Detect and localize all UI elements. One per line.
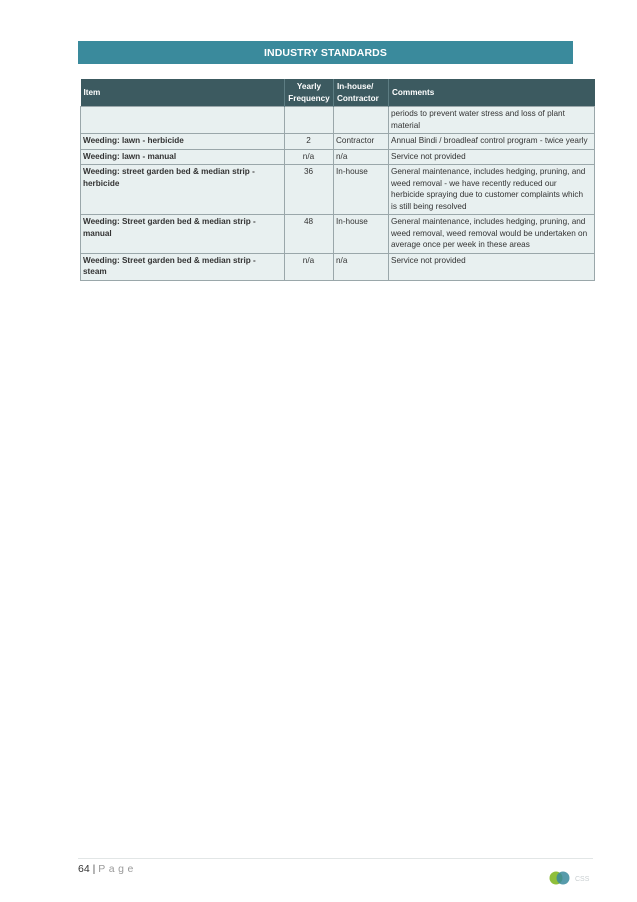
header-provider-line2: Contractor xyxy=(337,93,379,103)
industry-standards-table xyxy=(80,79,595,281)
row-frequency xyxy=(285,107,334,134)
row-comments: Service not provided xyxy=(389,149,595,165)
header-item: Item xyxy=(81,79,285,107)
row-item: Weeding: street garden bed & median strip - herbicide xyxy=(81,165,285,215)
row-provider: Contractor xyxy=(334,134,389,150)
header-provider-line1: In-house/ xyxy=(337,82,374,91)
row-provider: n/a xyxy=(334,253,389,280)
row-frequency: n/a xyxy=(285,149,334,165)
row-provider: n/a xyxy=(334,149,389,165)
footer-rule xyxy=(78,858,593,859)
row-comments: Service not provided xyxy=(389,253,595,280)
logo-text: CSS xyxy=(575,876,590,883)
row-frequency: 36 xyxy=(285,165,334,215)
section-title: INDUSTRY STANDARDS xyxy=(264,46,387,59)
row-frequency: n/a xyxy=(285,253,334,280)
row-provider xyxy=(334,107,389,134)
row-item: Weeding: Street garden bed & median strip - steam xyxy=(81,253,285,280)
row-frequency: 2 xyxy=(285,134,334,150)
header-yearly-frequency xyxy=(285,79,334,107)
table-row xyxy=(81,165,595,215)
page-word: Page xyxy=(98,863,137,875)
brand-logo xyxy=(548,870,592,886)
row-comments: periods to prevent water stress and loss of plant material xyxy=(389,107,595,134)
table-row xyxy=(81,107,595,134)
header-frequency-line2: Frequency xyxy=(288,93,330,103)
row-comments: General maintenance, includes hedging, pruning, and weed removal - we have recently reduced our herbicide spraying due to customer complaints which is still being resolved xyxy=(389,165,595,215)
row-item: Weeding: lawn - herbicide xyxy=(81,134,285,150)
page-separator: | xyxy=(92,863,96,875)
table-row xyxy=(81,149,595,165)
row-frequency: 48 xyxy=(285,215,334,254)
page-number xyxy=(78,863,137,875)
header-frequency-line1: Yearly xyxy=(296,82,322,91)
table-header-row xyxy=(81,79,595,107)
table-row xyxy=(81,215,595,254)
header-comments: Comments xyxy=(389,79,595,107)
row-comments: General maintenance, includes hedging, pruning, and weed removal, weed removal would be undertaken on average once per week in these areas xyxy=(389,215,595,254)
row-item: Weeding: Street garden bed & median strip - manual xyxy=(81,215,285,254)
row-item: Weeding: lawn - manual xyxy=(81,149,285,165)
row-provider: In-house xyxy=(334,165,389,215)
row-comments: Annual Bindi / broadleaf control program - twice yearly xyxy=(389,134,595,150)
table-row xyxy=(81,253,595,280)
page-number-value: 64 xyxy=(78,863,90,875)
table-row xyxy=(81,134,595,150)
section-banner xyxy=(78,41,573,64)
logo-right-circle xyxy=(557,872,570,885)
row-provider: In-house xyxy=(334,215,389,254)
row-item xyxy=(81,107,285,134)
header-inhouse-contractor xyxy=(334,79,389,107)
